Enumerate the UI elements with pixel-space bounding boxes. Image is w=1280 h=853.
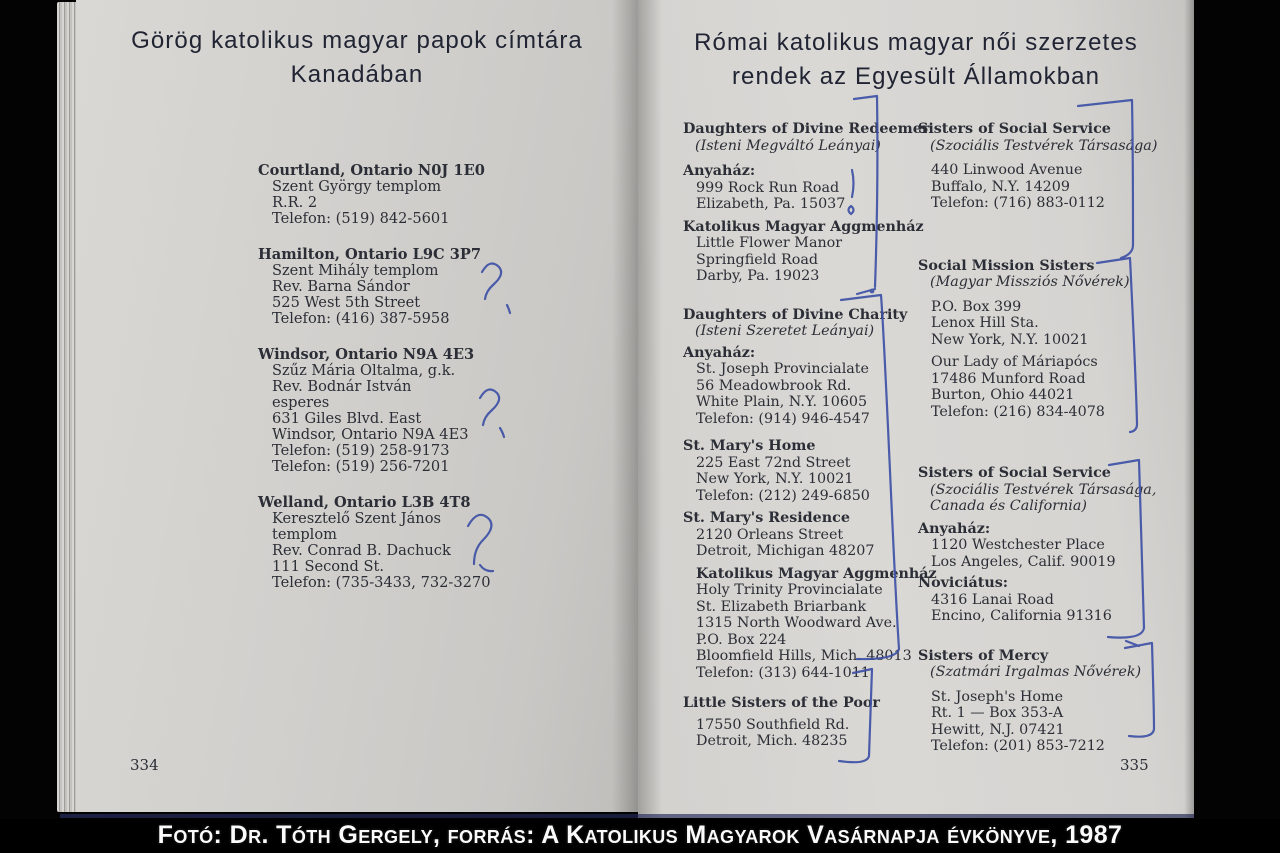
address-line: Buffalo, N.Y. 14209 — [931, 178, 1070, 195]
address-line: Katolikus Magyar Aggmenház — [683, 218, 924, 235]
address-line: 1315 North Woodward Ave. — [696, 615, 897, 631]
address-line: Springfield Road — [696, 251, 819, 268]
address-line: White Plain, N.Y. 10605 — [696, 394, 868, 410]
address-line: Telefon: (201) 853-7212 — [931, 738, 1105, 754]
address-line: Telefon: (735-3433, 732-3270 — [272, 574, 491, 591]
left-page-title-line2: Kanadában — [290, 61, 424, 88]
right-page-title — [638, 26, 1194, 94]
address-line: Rt. 1 — Box 353-A — [931, 705, 1064, 721]
address-line: Lenox Hill Sta. — [931, 315, 1039, 331]
section-heading: Sisters of Social Service — [918, 121, 1111, 137]
address-line: templom — [272, 526, 337, 543]
address-line: Elizabeth, Pa. 15037 — [696, 196, 846, 212]
address-line: 17486 Munford Road — [931, 370, 1086, 387]
directory-entry — [258, 163, 558, 227]
page-edge-stack — [57, 2, 77, 812]
address-line: Telefon: (313) 644-1011 — [696, 664, 870, 681]
address-line: Szent Mihály templom — [272, 262, 439, 279]
section-heading: Daughters of Divine Charity — [683, 306, 908, 323]
address-line: 525 West 5th Street — [272, 294, 421, 311]
page-number-left: 334 — [130, 756, 159, 774]
address-line: P.O. Box 224 — [696, 631, 787, 648]
address-line: Hewitt, N.J. 07421 — [931, 721, 1065, 738]
address-line: Our Lady of Máriapócs — [931, 354, 1098, 370]
address-line: 56 Meadowbrook Rd. — [696, 377, 852, 394]
address-line: R.R. 2 — [272, 194, 318, 211]
address-line: 631 Giles Blvd. East — [272, 410, 422, 427]
address-line: 111 Second St. — [272, 558, 384, 575]
address-line: New York, N.Y. 10021 — [696, 471, 854, 487]
right-directory-column-2 — [918, 121, 1156, 755]
address-line: 1120 Westchester Place — [931, 537, 1105, 553]
address-line: 999 Rock Run Road — [696, 179, 840, 196]
address-line: Burton, Ohio 44021 — [931, 387, 1075, 403]
section-heading: Sisters of Mercy — [918, 647, 1049, 664]
address-line: Rev. Conrad B. Dachuck — [272, 542, 451, 559]
address-line: Telefon: (716) 883-0112 — [931, 195, 1105, 211]
section-heading: Sisters of Social Service — [918, 465, 1111, 481]
address-line: Telefon: (212) 249-6850 — [696, 487, 870, 504]
photo-caption: Fotó: Dr. Tóth Gergely, forrás: A Katolikus Magyarok Vasárnapja évkönyve, 1987 — [0, 819, 1280, 853]
address-line: (Szatmári Irgalmas Nővérek) — [930, 664, 1142, 680]
address-line: P.O. Box 399 — [931, 298, 1022, 315]
right-page — [638, 0, 1194, 818]
left-page — [76, 0, 638, 812]
photo-bottom-edge — [60, 814, 1194, 818]
address-line: Canada és California) — [930, 498, 1087, 514]
right-directory-column-1 — [683, 121, 937, 750]
section-heading: Windsor, Ontario N9A 4E3 — [258, 346, 475, 363]
address-line: Telefon: (519) 256-7201 — [272, 458, 450, 475]
address-line: Telefon: (416) 387-5958 — [272, 310, 450, 327]
address-line: Rev. Bodnár István — [272, 378, 412, 395]
right-page-title-line2: rendek az Egyesült Államokban — [731, 63, 1101, 90]
address-line: Bloomfield Hills, Mich. 48013 — [696, 648, 912, 664]
address-line: (Isteni Megváltó Leányai) — [695, 137, 881, 154]
address-line: Anyaház: — [683, 344, 756, 361]
address-line: Telefon: (519) 258-9173 — [272, 442, 450, 459]
address-line: Detroit, Michigan 48207 — [696, 543, 875, 559]
section-heading: Hamilton, Ontario L9C 3P7 — [258, 246, 481, 263]
section-heading: St. Mary's Residence — [683, 510, 850, 526]
address-line: (Szociális Testvérek Társasága) — [930, 137, 1158, 154]
address-line: Noviciátus: — [918, 575, 1009, 591]
section-heading: Welland, Ontario L3B 4T8 — [258, 494, 471, 511]
address-line: St. Joseph's Home — [931, 688, 1064, 705]
address-line: St. Elizabeth Briarbank — [696, 598, 867, 615]
address-line: 17550 Southfield Rd. — [696, 716, 850, 733]
address-line: 4316 Lanai Road — [931, 591, 1054, 608]
address-line: Telefon: (216) 834-4078 — [931, 403, 1105, 420]
address-line: St. Joseph Provincialate — [696, 361, 869, 377]
address-line: New York, N.Y. 10021 — [931, 331, 1089, 348]
address-line: Anyaház: — [683, 163, 756, 179]
address-line: esperes — [272, 394, 330, 411]
address-line: Detroit, Mich. 48235 — [696, 733, 848, 749]
address-line: Encino, California 91316 — [931, 608, 1112, 624]
address-line: Szűz Mária Oltalma, g.k. — [272, 362, 456, 379]
address-line: 440 Linwood Avenue — [931, 162, 1083, 178]
address-line: Telefon: (914) 946-4547 — [696, 410, 870, 427]
directory-entry — [258, 247, 558, 327]
left-directory — [258, 163, 558, 611]
address-line: 2120 Orleans Street — [696, 526, 844, 543]
address-line: Darby, Pa. 19023 — [696, 268, 820, 284]
address-line: Anyaház: — [918, 520, 991, 537]
section-heading: Courtland, Ontario N0J 1E0 — [258, 162, 485, 179]
page-number-right: 335 — [1120, 756, 1149, 774]
section-heading: Little Sisters of the Poor — [683, 695, 880, 711]
left-page-title-line1: Görög katolikus magyar papok címtára — [131, 27, 583, 54]
section-heading: Daughters of Divine Redeemer — [683, 121, 930, 137]
address-line: Szent György templom — [272, 178, 442, 195]
section-heading: Social Mission Sisters — [918, 257, 1095, 274]
address-line: Holy Trinity Provincialate — [696, 582, 883, 598]
address-line: Katolikus Magyar Aggmenház — [696, 565, 937, 582]
address-line: (Magyar Missziós Nővérek) — [930, 274, 1130, 290]
address-line: Rev. Barna Sándor — [272, 278, 410, 295]
section-heading: St. Mary's Home — [683, 438, 816, 454]
address-line: (Isteni Szeretet Leányai) — [695, 323, 875, 339]
address-line: 225 East 72nd Street — [696, 454, 851, 471]
address-line: Telefon: (519) 842-5601 — [272, 210, 450, 227]
address-line: Little Flower Manor — [696, 235, 843, 251]
address-line: Windsor, Ontario N9A 4E3 — [272, 426, 469, 443]
address-line: Keresztelő Szent János — [272, 510, 441, 527]
directory-entry — [258, 347, 558, 475]
right-page-title-line1: Római katolikus magyar női szerzetes — [694, 29, 1138, 56]
address-line: Los Angeles, Calif. 90019 — [931, 553, 1116, 570]
directory-entry — [258, 495, 558, 591]
address-line: (Szociális Testvérek Társasága, — [930, 481, 1157, 498]
left-page-title — [76, 24, 638, 92]
